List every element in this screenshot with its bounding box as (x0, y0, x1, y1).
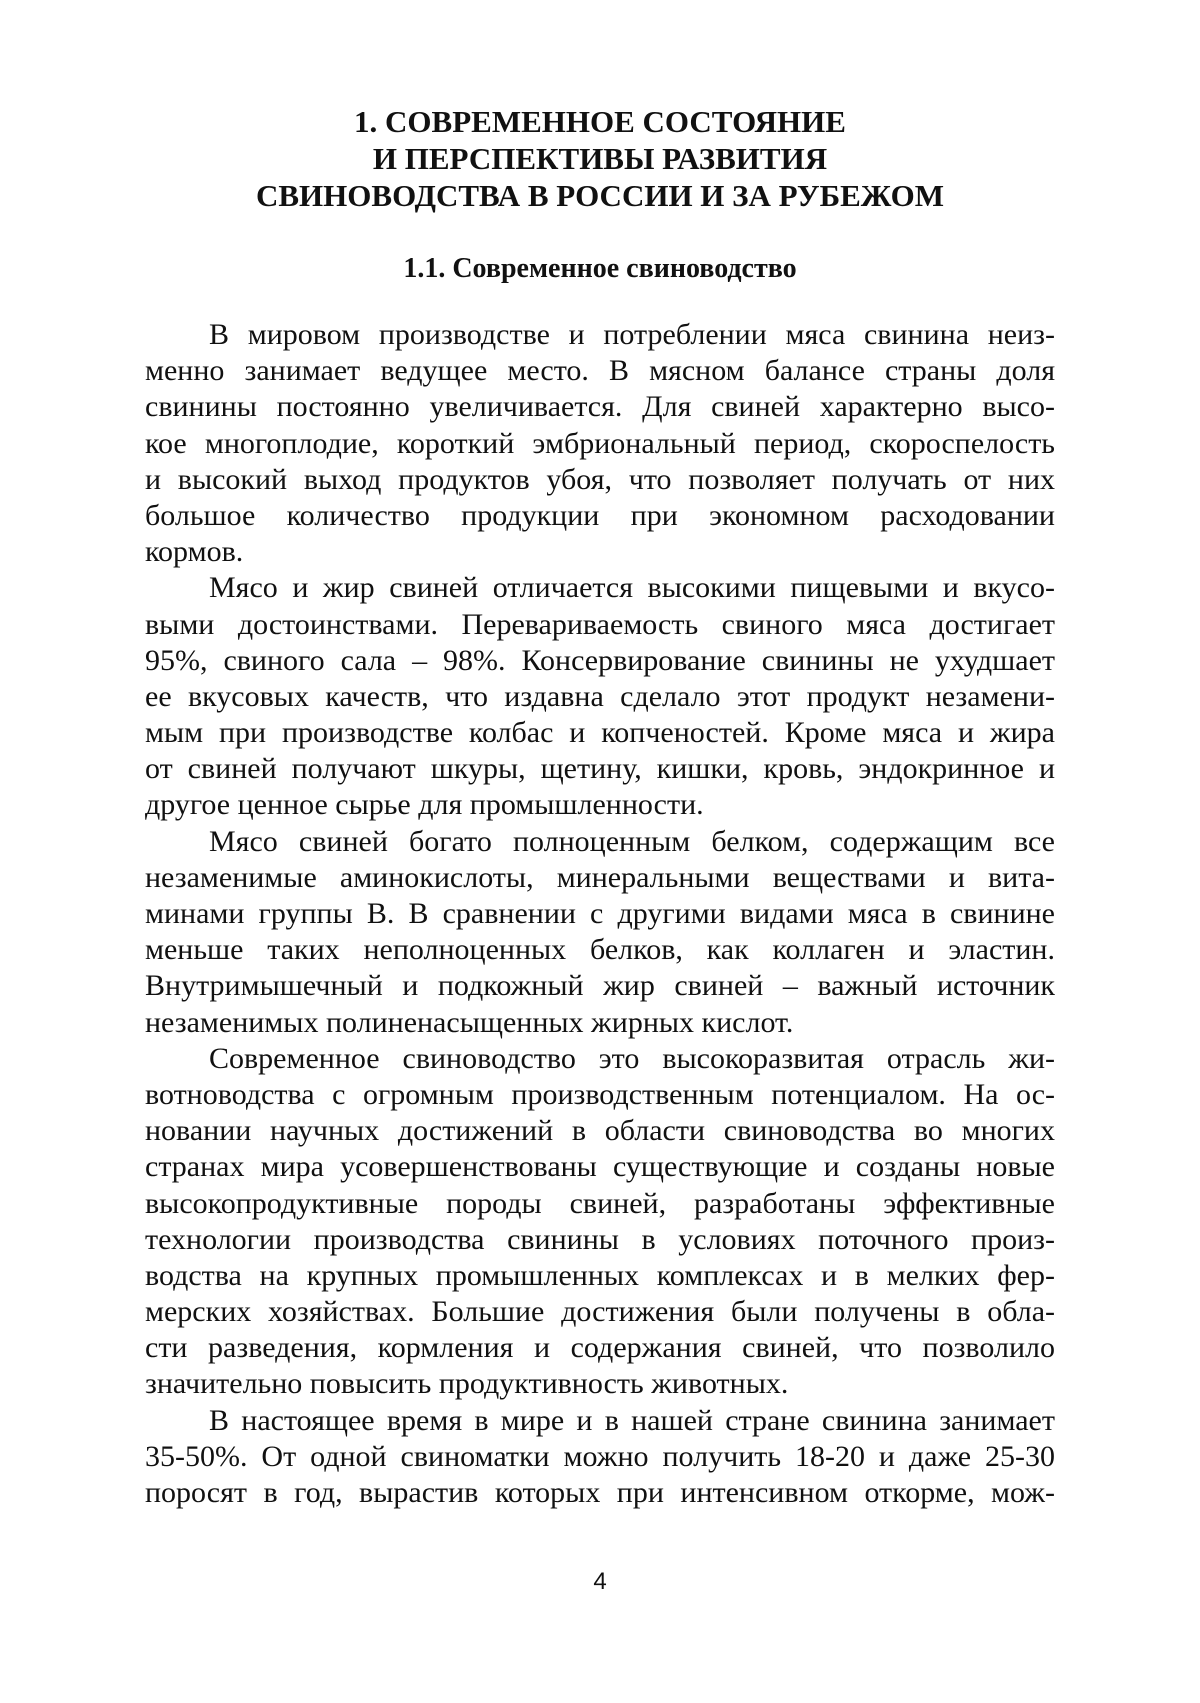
text-line: странах мира усовершенствованы существующие и созданы новые (145, 1150, 1055, 1184)
text-line: высокопродуктивные породы свиней, разработаны эффективные (145, 1186, 1055, 1220)
text-line: большое количество продукции при экономном расходовании (145, 498, 1055, 532)
text-line: от свиней получают шкуры, щетину, кишки, кровь, эндокринное и (145, 752, 1055, 786)
text-line: новании научных достижений в области свиноводства во многих (145, 1114, 1055, 1148)
text-line: кое многоплодие, короткий эмбриональный период, скороспелость (145, 426, 1055, 460)
section-title: 1.1. Современное свиноводство (403, 253, 797, 284)
chapter-title-line: СВИНОВОДСТВА В РОССИИ И ЗА РУБЕЖОМ (255, 178, 945, 213)
text-line: другое ценное сырье для промышленности. (145, 788, 704, 822)
text-line: вотноводства с огромным производственным потенциалом. На ос- (145, 1077, 1055, 1111)
text-line: меньше таких неполноценных белков, как коллаген и эластин. (145, 933, 1055, 967)
text-line: В настоящее время в мире и в нашей стране свинина занимает (209, 1403, 1055, 1437)
text-line: Внутримышечный и подкожный жир свиней – важный источник (145, 969, 1055, 1003)
text-line: значительно повысить продуктивность животных. (145, 1367, 789, 1401)
text-line: мерских хозяйствах. Большие достижения были получены в обла- (145, 1295, 1055, 1329)
text-line: менно занимает ведущее место. В мясном балансе страны доля (145, 354, 1055, 388)
chapter-title (145, 103, 1055, 214)
text-line: 95%, свиного сала – 98%. Консервирование свинины не ухудшает (145, 643, 1055, 677)
text-line: 35-50%. От одной свиноматки можно получить 18-20 и даже 25-30 (145, 1439, 1055, 1473)
text-line: водства на крупных промышленных комплексах и в мелких фер- (145, 1258, 1055, 1292)
text-line: сти разведения, кормления и содержания свиней, что позволило (145, 1331, 1055, 1365)
text-line: ее вкусовых качеств, что издавна сделало этот продукт незамени- (145, 679, 1055, 713)
text-line: и высокий выход продуктов убоя, что позволяет получать от них (145, 462, 1055, 496)
text-line: незаменимых полиненасыщенных жирных кислот. (145, 1005, 794, 1039)
page-number: 4 (593, 1568, 607, 1595)
text-line: кормов. (145, 535, 244, 569)
text-line: Мясо и жир свиней отличается высокими пищевыми и вкусо- (209, 571, 1055, 605)
text-line: минами группы В. В сравнении с другими видами мяса в свинине (145, 897, 1055, 930)
text-line: Мясо свиней богато полноценным белком, содержащим все (209, 824, 1055, 858)
chapter-title-line: 1. СОВРЕМЕННОЕ СОСТОЯНИЕ (354, 104, 846, 139)
text-line: Современное свиноводство это высокоразвитая отрасль жи- (209, 1041, 1055, 1075)
text-line: выми достоинствами. Перевариваемость свиного мяса достигает (145, 607, 1055, 641)
text-line: поросят в год, вырастив которых при интенсивном откорме, мож- (145, 1476, 1055, 1509)
text-line: свинины постоянно увеличивается. Для свиней характерно высо- (145, 390, 1055, 424)
chapter-title-line: И ПЕРСПЕКТИВЫ РАЗВИТИЯ (372, 141, 828, 176)
text-line: незаменимые аминокислоты, минеральными веществами и вита- (145, 860, 1055, 894)
text-line: мым при производстве колбас и копченостей. Кроме мяса и жира (145, 716, 1055, 750)
body-text (145, 317, 1055, 1511)
text-line: В мировом производстве и потреблении мяса свинина неиз- (209, 318, 1055, 351)
text-line: технологии производства свинины в условиях поточного произ- (145, 1222, 1055, 1256)
